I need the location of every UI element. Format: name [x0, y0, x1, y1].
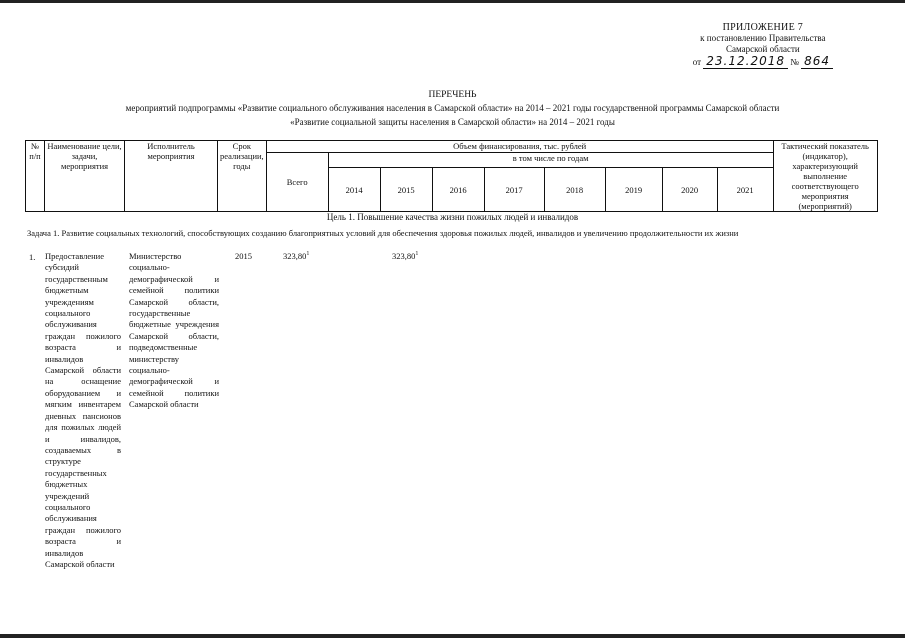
col-by-years-header: в том числе по годам	[328, 153, 773, 168]
footnote-mark: 1	[306, 251, 310, 258]
document-title: ПЕРЕЧЕНЬ	[428, 90, 477, 100]
appendix-title: ПРИЛОЖЕНИЕ 7	[722, 22, 804, 33]
footnote-mark: 1	[415, 251, 419, 258]
from-label: от	[692, 57, 702, 67]
col-num-header: № п/п	[26, 141, 45, 212]
appendix-line1: к постановлению Правительства	[700, 33, 826, 43]
total-value: 323,80	[283, 251, 307, 261]
col-year-header: 2015	[380, 168, 432, 212]
appendix-line2: Самарской области	[726, 44, 800, 54]
col-year-header: 2016	[432, 168, 484, 212]
col-year-header: 2014	[328, 168, 380, 212]
task-title: Задача 1. Развитие социальных технологий, способствующих созданию благоприятных условий для обеспечения здоровья пожилых людей, инвалидов и увеличению продолжительности их жизни	[27, 228, 739, 238]
measures-table-header	[25, 140, 878, 212]
measure-name: Предоставление субсидий государственным бюджетным учреждениям социального обслуживания граждан пожилого возраста и инвалидов Самарской области на оснащение оборудованием и мягким инвентарем дневных пансионов для пожилых людей и инвалидов, создаваемых в структуре государственных бюджетных учреждений социального обслуживания граждан пожилого возраста и инвалидов Самарской области	[45, 251, 121, 569]
bottom-border	[0, 634, 905, 638]
number-label: №	[790, 57, 799, 67]
col-executor-header: Исполнитель мероприятия	[125, 141, 218, 212]
col-name-header: Наименование цели, задачи, мероприятия	[45, 141, 125, 212]
col-indicator-header: Тактический показатель (индикатор), характеризующий выполнение соответствующего мероприятия (мероприятий)	[773, 141, 877, 212]
document-subtitle-1: мероприятий подпрограммы «Развитие социального обслуживания населения в Самарской области» на 2014 – 2021 годы государственной программы Самарской области	[125, 103, 780, 113]
row-number: 1.	[29, 252, 36, 262]
measure-total	[283, 251, 309, 261]
measure-executor: Министерство социально-демографической и семейной политики Самарской области, государственные бюджетные учреждения Самарской области, подведомственные министерству социально-демографической и семейной политики Самарской области	[129, 251, 219, 410]
document-subtitle-2: «Развитие социальной защиты населения в Самарской области» на 2014 – 2021 годы	[290, 117, 615, 127]
col-year-header: 2018	[544, 168, 605, 212]
decree-number: 864	[801, 54, 833, 69]
col-year-header: 2020	[662, 168, 717, 212]
appendix-block	[693, 22, 833, 68]
decree-date: 23.12.2018	[703, 54, 788, 69]
col-total-header: Всего	[266, 153, 328, 212]
measure-term: 2015	[235, 251, 252, 261]
top-border	[0, 0, 905, 3]
col-year-header: 2019	[605, 168, 662, 212]
col-year-header: 2021	[717, 168, 773, 212]
appendix-sign-line	[693, 56, 833, 68]
col-funding-header: Объем финансирования, тыс. рублей	[266, 141, 773, 153]
goal-title: Цель 1. Повышение качества жизни пожилых людей и инвалидов	[326, 212, 579, 222]
col-term-header: Срок реализации, годы	[218, 141, 267, 212]
measure-2015	[392, 251, 418, 261]
col-year-header: 2017	[484, 168, 544, 212]
value-2015: 323,80	[392, 251, 416, 261]
